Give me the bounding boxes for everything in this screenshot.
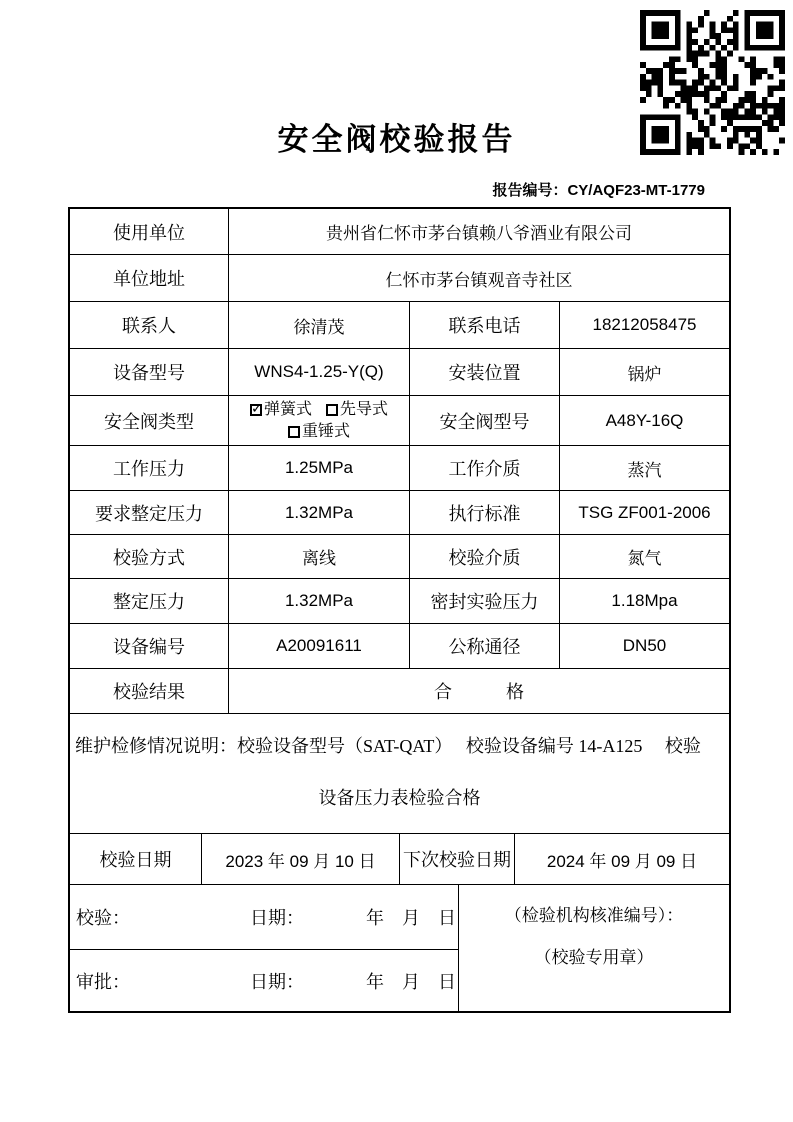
contact-value: 徐清茂 — [229, 302, 410, 348]
approve-sign-row — [70, 950, 458, 1011]
calib-medium-label: 校验介质 — [410, 535, 560, 578]
result-value: 合 格 — [434, 682, 524, 702]
unit-address-label: 单位地址 — [70, 255, 229, 301]
next-date-value: 2024 年 09 月 09 日 — [546, 851, 698, 871]
table-row-contact — [70, 302, 729, 349]
verify-date-label: 日期： — [250, 908, 304, 928]
use-unit-value: 贵州省仁怀市茅台镇赖八爷酒业有限公司 — [326, 224, 632, 243]
table-row-result — [70, 669, 729, 714]
valve-type-option-spring — [250, 399, 312, 421]
table-row-unit-address — [70, 255, 729, 302]
use-unit-label: 使用单位 — [70, 209, 229, 254]
phone-label: 联系电话 — [410, 302, 560, 348]
work-pressure-label: 工作压力 — [70, 446, 229, 490]
nominal-diameter-label: 公称通径 — [410, 624, 560, 668]
valve-model-value: A48Y-16Q — [605, 410, 684, 430]
calib-medium-value: 氮气 — [627, 549, 662, 568]
next-date-label: 下次校验日期 — [400, 834, 515, 884]
checkbox-checked-icon — [250, 404, 262, 416]
calib-method-label: 校验方式 — [70, 535, 229, 578]
calib-date-value: 2023 年 09 月 10 日 — [202, 834, 400, 884]
contact-label: 联系人 — [70, 302, 229, 348]
table-row-dates — [70, 834, 729, 885]
valve-type-option-label: 重锤式 — [301, 422, 350, 440]
equip-no-value: A20091611 — [229, 624, 410, 668]
work-pressure-value: 1.25MPa — [229, 446, 410, 490]
page-title: 安全阀校验报告 — [277, 122, 516, 157]
report-number: CY/AQF23-MT-1779 — [567, 182, 705, 199]
report-number-label: 报告编号： — [492, 183, 568, 199]
signature-column — [70, 885, 459, 1011]
approve-label: 审批： — [76, 971, 130, 992]
install-pos-label: 安装位置 — [410, 349, 560, 395]
valve-type-label: 安全阀类型 — [70, 396, 229, 445]
table-row-valve-type — [70, 396, 729, 446]
org-approval-number-label: （检验机构核准编号）： — [504, 906, 684, 925]
table-row-maintenance — [70, 714, 729, 834]
equip-no-label: 设备编号 — [70, 624, 229, 668]
equip-model-value: WNS4-1.25-Y(Q) — [229, 349, 410, 395]
report-table — [68, 207, 731, 1013]
table-row-use-unit — [70, 209, 729, 255]
checkbox-unchecked-icon — [326, 404, 338, 416]
valve-type-option-pilot — [326, 399, 388, 421]
table-row-work-pressure — [70, 446, 729, 491]
calibration-seal-label: （校验专用章） — [534, 948, 654, 967]
approve-date-label: 日期： — [250, 971, 304, 992]
table-row-set-pressure — [70, 579, 729, 624]
calib-method-value: 离线 — [229, 535, 410, 578]
phone-value: 18212058475 — [592, 315, 697, 334]
seal-cell — [459, 885, 729, 1011]
verify-ymd: 年 月 日 — [366, 908, 456, 928]
table-row-equip-no — [70, 624, 729, 669]
work-medium-label: 工作介质 — [410, 446, 560, 490]
work-medium-value: 蒸汽 — [627, 460, 662, 480]
approve-ymd: 年 月 日 — [366, 971, 456, 992]
valve-model-label: 安全阀型号 — [410, 396, 560, 445]
table-row-req-set-pressure — [70, 491, 729, 535]
result-label: 校验结果 — [70, 669, 229, 713]
valve-type-option-label: 先导式 — [340, 400, 389, 418]
verify-sign-row — [70, 885, 458, 950]
maintenance-note-line1: 维护检修情况说明：校验设备型号（SAT-QAT） 校验设备编号 14-A125 校验 — [75, 736, 701, 756]
maintenance-note-line2: 设备压力表检验合格 — [318, 788, 481, 808]
valve-type-option-label: 弹簧式 — [263, 400, 312, 418]
seal-test-pressure-label: 密封实验压力 — [410, 579, 560, 623]
seal-test-pressure-value: 1.18Mpa — [611, 591, 678, 610]
set-pressure-label: 整定压力 — [70, 579, 229, 623]
checkbox-unchecked-icon — [288, 426, 300, 438]
exec-standard-label: 执行标准 — [410, 491, 560, 534]
equip-model-label: 设备型号 — [70, 349, 229, 395]
verify-label: 校验： — [76, 908, 130, 928]
table-row-equip-model — [70, 349, 729, 396]
req-set-pressure-value: 1.32MPa — [229, 491, 410, 534]
set-pressure-value: 1.32MPa — [229, 579, 410, 623]
report-number-line — [68, 179, 705, 200]
exec-standard-value: TSG ZF001-2006 — [578, 502, 711, 522]
calib-date-label: 校验日期 — [70, 834, 202, 884]
valve-type-option-weight — [288, 421, 350, 443]
valve-type-options — [229, 396, 410, 445]
maintenance-note — [70, 714, 729, 833]
nominal-diameter-value: DN50 — [622, 636, 667, 655]
table-row-calib-method — [70, 535, 729, 579]
install-pos-value: 锅炉 — [627, 364, 662, 384]
table-row-signoff — [70, 885, 729, 1011]
unit-address-value: 仁怀市茅台镇观音寺社区 — [385, 270, 573, 290]
req-set-pressure-label: 要求整定压力 — [70, 491, 229, 534]
